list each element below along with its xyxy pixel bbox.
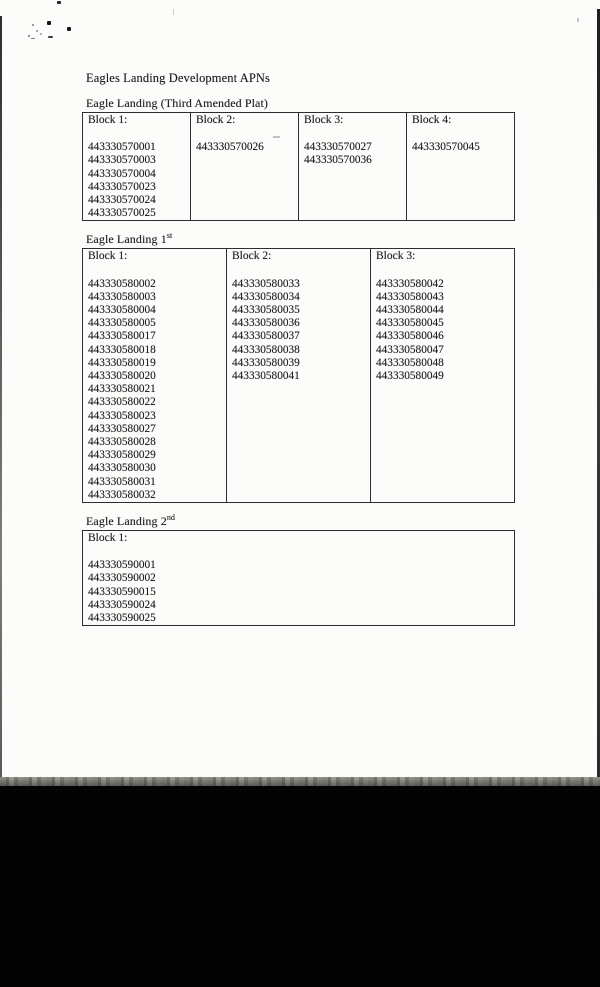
document-title: Eagles Landing Development APNs: [86, 71, 270, 85]
apn-table-row: [83, 113, 515, 221]
scan-speck: [28, 35, 30, 37]
apn-number: 443330570036: [304, 154, 372, 167]
apn-number: 443330580045: [376, 317, 444, 330]
apn-number: 443330580046: [376, 330, 444, 343]
scan-speck: [36, 30, 38, 32]
apn-number: 443330590024: [88, 598, 156, 611]
apn-number: 443330580027: [88, 422, 156, 435]
apn-number: 443330580036: [232, 317, 300, 330]
section-heading-text: Eagle Landing (Third Amended Plat): [86, 96, 269, 110]
block-label: Block 3:: [304, 114, 344, 126]
scan-speck: [57, 1, 61, 4]
apn-number: 443330580032: [88, 488, 156, 501]
block-label: Block 4:: [412, 114, 452, 126]
block-cell: [227, 249, 371, 503]
scanner-background: [0, 786, 600, 987]
section-heading-text: Eagle Landing 2: [86, 514, 167, 529]
block-cell: [191, 113, 299, 221]
scan-speck: [577, 18, 579, 22]
apn-table-2: [82, 248, 515, 503]
apn-number: 443330580028: [88, 436, 156, 449]
section-heading-1: [86, 96, 515, 110]
apn-number: 443330580019: [88, 356, 156, 369]
section-heading-ordinal: st: [166, 231, 173, 241]
block-cell: [371, 249, 515, 503]
apn-number: 443330580021: [88, 383, 156, 396]
apn-number: 443330580043: [376, 290, 444, 303]
block-label: Block 3:: [376, 250, 416, 263]
apn-table-row: [83, 531, 515, 626]
apn-number: 443330580048: [376, 356, 444, 369]
section-heading-text: Eagle Landing 1: [86, 232, 167, 247]
apn-number: 443330570023: [88, 180, 156, 193]
section-heading-ordinal: nd: [166, 513, 176, 523]
apn-number: 443330570025: [88, 207, 156, 220]
scan-speck: [67, 27, 71, 31]
apn-number: 443330580033: [232, 277, 300, 290]
apn-list: [196, 141, 298, 154]
apn-number: 443330580002: [88, 277, 156, 290]
block-label: Block 1:: [88, 532, 128, 545]
apn-number: 443330580041: [232, 370, 300, 383]
apn-number: 443330580042: [376, 277, 444, 290]
block-label: Block 2:: [196, 114, 236, 126]
apn-number: 443330580037: [232, 330, 300, 343]
apn-table-1: [82, 112, 515, 221]
apn-number: 443330580038: [232, 343, 300, 356]
block-label: Block 1:: [88, 114, 128, 126]
scan-speck: [31, 38, 35, 39]
apn-number: 443330570045: [412, 141, 480, 154]
apn-number: 443330580047: [376, 343, 444, 356]
apn-number: 443330580018: [88, 343, 156, 356]
block-cell: [83, 113, 191, 221]
block-cell: [83, 249, 227, 503]
sections-container: [82, 96, 515, 626]
apn-list: [88, 278, 226, 502]
apn-number: 443330580030: [88, 462, 156, 475]
apn-table-row: [83, 249, 515, 503]
apn-number: 443330580034: [232, 290, 300, 303]
apn-number: 443330580039: [232, 356, 300, 369]
block-label: Block 2:: [232, 250, 272, 263]
scan-speck: [48, 36, 53, 38]
apn-number: 443330580023: [88, 409, 156, 422]
section-heading-3: [86, 514, 515, 528]
apn-list: [304, 141, 406, 167]
apn-number: 443330580004: [88, 304, 156, 317]
apn-number: 443330580017: [88, 330, 156, 343]
apn-list: [232, 278, 370, 384]
apn-number: 443330580049: [376, 370, 444, 383]
apn-number: 443330570024: [88, 194, 156, 207]
block-cell: [407, 113, 515, 221]
apn-list: [88, 141, 190, 220]
dash-mark: –: [273, 129, 280, 144]
apn-number: 443330590015: [88, 585, 156, 598]
apn-number: 443330570004: [88, 167, 156, 180]
apn-number: 443330580044: [376, 304, 444, 317]
apn-number: 443330570003: [88, 154, 156, 167]
scan-speck: [40, 33, 42, 35]
apn-number: 443330580020: [88, 370, 156, 383]
apn-number: 443330580029: [88, 449, 156, 462]
apn-number: 443330570026: [196, 141, 264, 154]
apn-number: 443330570001: [88, 141, 156, 154]
apn-number: 443330580003: [88, 290, 156, 303]
scan-speck: [173, 9, 174, 15]
scan-speck: [32, 24, 34, 26]
apn-list: [88, 559, 514, 625]
apn-number: 443330590002: [88, 572, 156, 585]
apn-number: 443330590025: [88, 612, 156, 625]
apn-list: [376, 278, 514, 384]
document-content: [82, 64, 515, 626]
apn-number: 443330580022: [88, 396, 156, 409]
apn-number: 443330580035: [232, 304, 300, 317]
section-heading-2: [86, 232, 515, 246]
block-cell: [83, 531, 515, 626]
apn-table-3: [82, 530, 515, 626]
scan-edge-left: [0, 16, 2, 779]
scan-speck: [47, 21, 51, 25]
apn-list: [412, 141, 514, 154]
block-label: Block 1:: [88, 250, 128, 263]
block-cell: [299, 113, 407, 221]
apn-number: 443330590001: [88, 559, 156, 572]
apn-number: 443330580031: [88, 475, 156, 488]
apn-number: 443330570027: [304, 141, 372, 154]
apn-number: 443330580005: [88, 317, 156, 330]
